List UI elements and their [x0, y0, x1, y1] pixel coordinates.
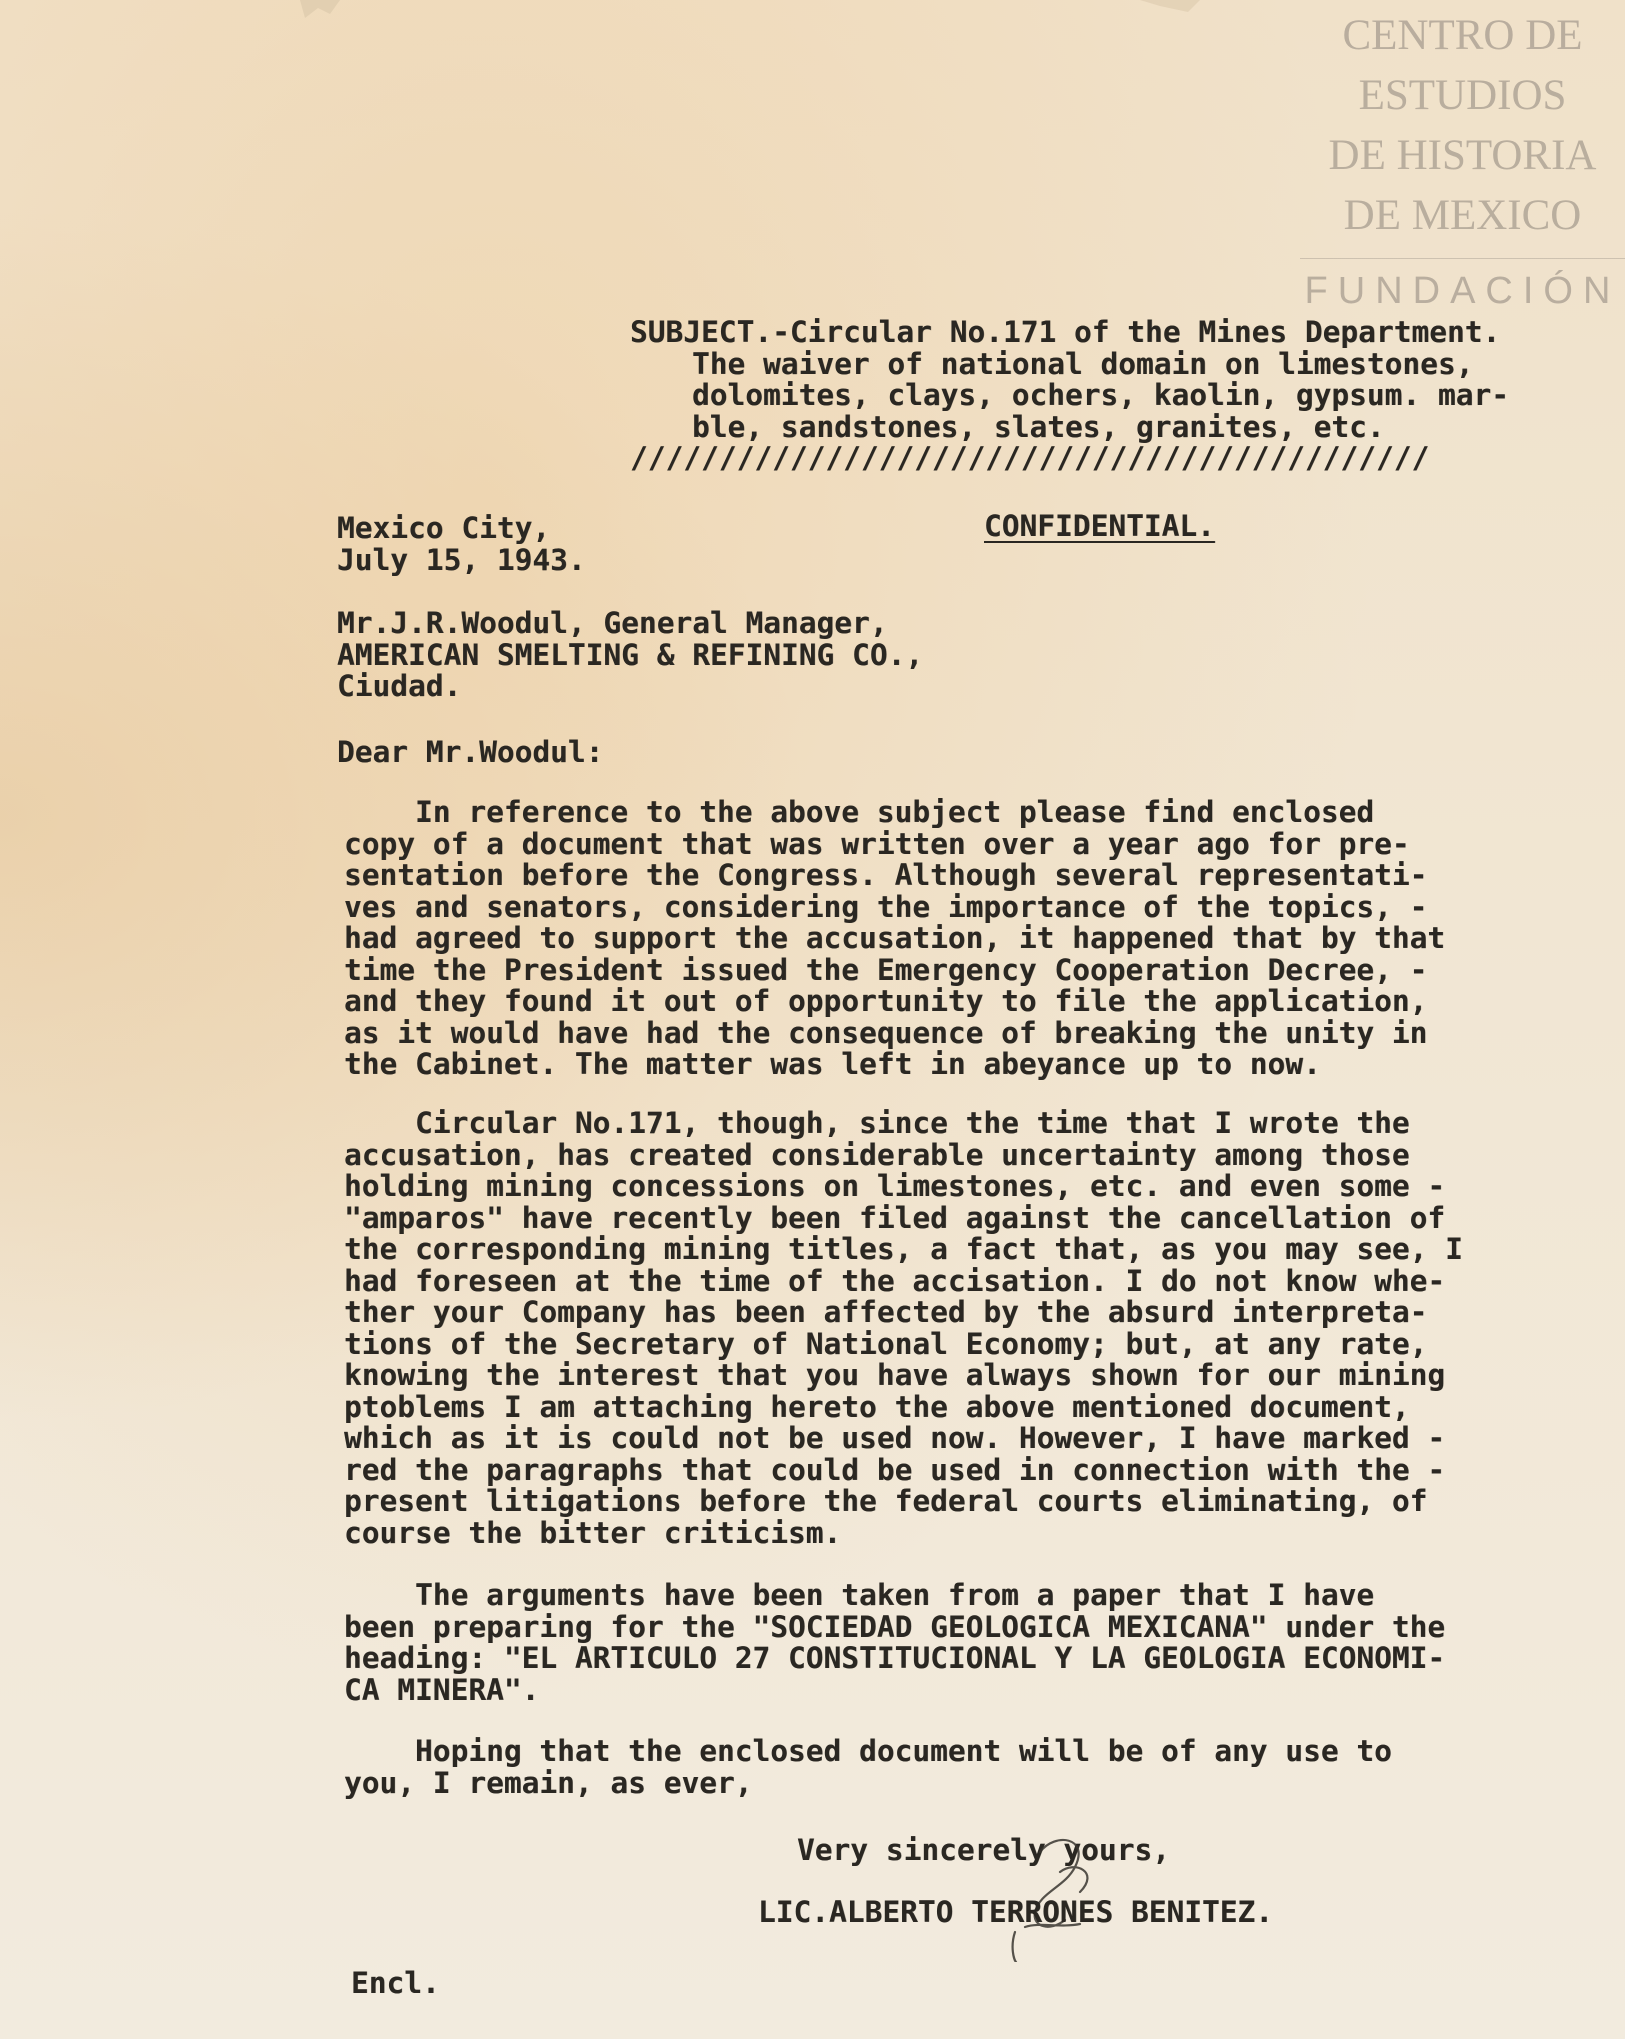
signer-name: LIC.ALBERTO TERRONES BENITEZ.: [758, 1895, 1274, 1929]
handwritten-signature: [980, 1812, 1130, 1962]
city: Mexico City,: [337, 511, 551, 545]
recipient-line: AMERICAN SMELTING & REFINING CO.,: [337, 637, 924, 672]
paragraph-line: The arguments have been taken from a paper that I have: [344, 1578, 1375, 1612]
paragraph-line: CA MINERA".: [344, 1672, 540, 1707]
paragraph-line: been preparing for the "SOCIEDAD GEOLOGICA MEXICANA" under the: [344, 1609, 1446, 1644]
subject-line: The waiver of national domain on limestones,: [692, 346, 1474, 381]
watermark-divider: [1300, 258, 1625, 259]
paragraph-2: [344, 1108, 1463, 1549]
watermark-line-3: DE HISTORIA: [1328, 132, 1597, 179]
paragraph-line: "amparos" have recently been filed against the cancellation of: [344, 1200, 1446, 1235]
recipient-line: Ciudad.: [337, 669, 462, 703]
paragraph-line: sentation before the Congress. Although several representati-: [344, 858, 1428, 892]
paragraph-line: had foreseen at the time of the accisation. I do not know whe-: [344, 1263, 1446, 1298]
subject-line: dolomites, clays, ochers, kaolin, gypsum. mar-: [692, 378, 1509, 412]
paragraph-4: [344, 1736, 1392, 1799]
paragraph-line: course the bitter criticism.: [344, 1515, 842, 1550]
watermark-line-1: CENTRO DE: [1342, 12, 1583, 59]
paragraph-line: the Cabinet. The matter was left in abeyance up to now.: [344, 1047, 1321, 1081]
paragraph-line: ptoblems I am attaching hereto the above mentioned document,: [344, 1389, 1410, 1424]
paragraph-line: and they found it out of opportunity to file the application,: [344, 984, 1428, 1018]
subject-line: SUBJECT.-Circular No.171 of the Mines Department.: [630, 315, 1501, 349]
paragraph-line: present litigations before the federal courts eliminating, of: [344, 1484, 1428, 1518]
watermark-foundation: FUNDACIÓN: [1304, 270, 1621, 312]
date: July 15, 1943.: [337, 542, 586, 577]
paragraph-line: tions of the Secretary of National Economy; but, at any rate,: [344, 1326, 1428, 1361]
place-date-block: [337, 513, 586, 576]
recipient-block: [337, 608, 923, 703]
paragraph-line: In reference to the above subject please find enclosed: [344, 795, 1375, 829]
paragraph-line: as it would have had the consequence of breaking the unity in: [344, 1015, 1428, 1050]
subject-rule: /////////////////////////////////////////////: [630, 441, 1430, 475]
paragraph-line: the corresponding mining titles, a fact that, as you may see, I: [344, 1232, 1463, 1266]
subject-block: [630, 317, 1509, 475]
paragraph-line: Circular No.171, though, since the time that I wrote the: [344, 1106, 1410, 1140]
paragraph-line: copy of a document that was written over a year ago for pre-: [344, 826, 1410, 861]
archive-watermark: [1300, 6, 1625, 313]
paragraph-line: you, I remain, as ever,: [344, 1765, 753, 1800]
paragraph-line: heading: "EL ARTICULO 27 CONSTITUCIONAL Y LA GEOLOGIA ECONOMI-: [344, 1641, 1446, 1675]
paragraph-line: holding mining concessions on limestones, etc. and even some -: [344, 1169, 1446, 1203]
recipient-line: Mr.J.R.Woodul, General Manager,: [337, 606, 888, 640]
salutation: Dear Mr.Woodul:: [337, 735, 604, 769]
paragraph-line: knowing the interest that you have always shown for our mining: [344, 1358, 1446, 1392]
closing: Very sincerely yours,: [797, 1833, 1170, 1867]
watermark-line-4: DE MEXICO: [1343, 192, 1582, 239]
subject-line: ble, sandstones, slates, granites, etc.: [692, 409, 1385, 444]
paragraph-1: [344, 797, 1445, 1081]
paragraph-line: time the President issued the Emergency Cooperation Decree, -: [344, 952, 1428, 987]
paragraph-line: red the paragraphs that could be used in connection with the -: [344, 1452, 1446, 1487]
paragraph-line: ther your Company has been affected by the absurd interpreta-: [344, 1295, 1428, 1329]
paragraph-line: Hoping that the enclosed document will be of any use to: [344, 1734, 1392, 1768]
watermark-line-2: ESTUDIOS: [1358, 72, 1567, 119]
paragraph-line: accusation, has created considerable uncertainty among those: [344, 1137, 1410, 1172]
paragraph-line: which as it is could not be used now. However, I have marked -: [344, 1421, 1446, 1455]
paragraph-3: [344, 1580, 1445, 1706]
enclosure-note: Encl.: [351, 1966, 440, 2000]
paragraph-line: had agreed to support the accusation, it happened that by that: [344, 921, 1446, 955]
confidential-label: CONFIDENTIAL.: [984, 509, 1215, 543]
paragraph-line: ves and senators, considering the importance of the topics, -: [344, 889, 1428, 924]
